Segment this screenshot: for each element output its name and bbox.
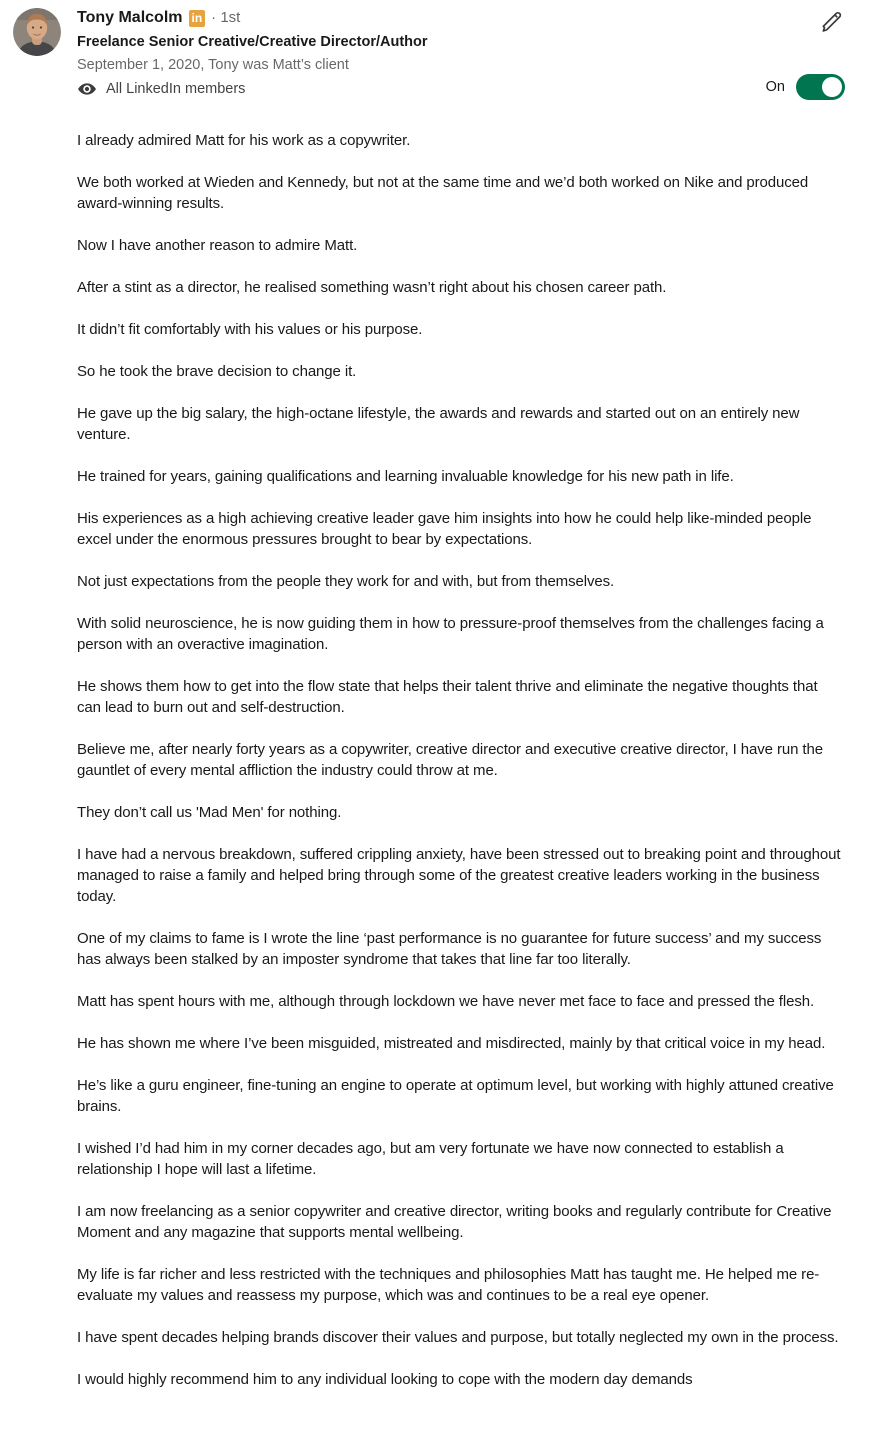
recommendation-paragraph: After a stint as a director, he realised something wasn’t right about his chosen career path. [77, 279, 667, 296]
recommendation-paragraph: He trained for years, gaining qualifications and learning invaluable knowledge for his new path in life. [77, 468, 734, 485]
edit-button[interactable] [818, 8, 844, 34]
recommendation-paragraph: Now I have another reason to admire Matt. [77, 237, 358, 254]
recommendation-header [0, 0, 870, 108]
recommendation-paragraph: So he took the brave decision to change it. [77, 363, 357, 380]
recommendation-paragraph: Not just expectations from the people they work for and with, but from themselves. [77, 573, 615, 590]
recommendation-paragraph: I have spent decades helping brands discover their values and purpose, but totally neglected my own in the process. [77, 1329, 839, 1346]
recommendation-paragraph: He has shown me where I’ve been misguided, mistreated and misdirected, mainly by that critical voice in my head. [77, 1035, 826, 1052]
recommendation-paragraph: We both worked at Wieden and Kennedy, but not at the same time and we’d both worked on Nike and produced award-winning results. [77, 174, 809, 212]
visibility-toggle-row [766, 74, 845, 100]
recommendation-paragraph: I would highly recommend him to any individual looking to cope with the modern day demands [77, 1371, 693, 1388]
name-row [77, 8, 750, 28]
recommendation-paragraph: He gave up the big salary, the high-octane lifestyle, the awards and rewards and started out on an entirely new venture. [77, 405, 800, 443]
toggle-state-label: On [765, 79, 785, 95]
recommendation-paragraph: I have had a nervous breakdown, suffered crippling anxiety, have been stressed out to breaking point and throughout managed to raise a family and helped bring through some of the greatest creative leaders working in the business today. [77, 846, 841, 905]
toggle-knob [822, 77, 842, 97]
visibility-label: All LinkedIn members [106, 81, 246, 97]
linkedin-premium-badge-icon: in [189, 10, 206, 27]
recommendation-paragraph: Matt has spent hours with me, although through lockdown we have never met face to face and pressed the flesh. [77, 993, 815, 1010]
connection-degree: · 1st [211, 9, 241, 26]
recommendation-paragraph: With solid neuroscience, he is now guiding them in how to pressure-proof themselves from the challenges facing a person with an overactive imagination. [77, 615, 824, 653]
recommendation-paragraph: He shows them how to get into the flow state that helps their talent thrive and eliminate the negative thoughts that can lead to burn out and self-destruction. [77, 678, 818, 716]
recommendation-paragraph: Believe me, after nearly forty years as a copywriter, creative director and executive creative director, I have run the gauntlet of every mental affliction the industry could throw at me. [77, 741, 823, 779]
recommendation-paragraph: It didn’t fit comfortably with his values or his purpose. [77, 321, 423, 338]
recommendation-paragraph: I wished I’d had him in my corner decades ago, but am very fortunate we have now connected to establish a relationship I hope will last a lifetime. [77, 1140, 784, 1178]
recommendation-paragraph: I am now freelancing as a senior copywriter and creative director, writing books and regularly contribute for Creative Moment and any magazine that supports mental wellbeing. [77, 1203, 832, 1241]
pencil-icon [819, 9, 843, 33]
eye-icon [77, 79, 97, 99]
recommendation-paragraph: One of my claims to fame is I wrote the line ‘past performance is no guarantee for future success’ and my success has always been stalked by an imposter syndrome that takes that line far too literally. [77, 930, 822, 968]
recommendation-paragraph: My life is far richer and less restricted with the techniques and philosophies Matt has taught me. He helped me re-evaluate my values and reassess my purpose, which was and continues to be a real eye opener. [77, 1266, 820, 1304]
avatar-photo [13, 8, 61, 56]
recommender-headline: Freelance Senior Creative/Creative Director/Author [77, 34, 428, 50]
recommendation-paragraph: They don’t call us 'Mad Men' for nothing. [77, 804, 342, 821]
avatar[interactable] [13, 8, 61, 56]
visibility-row [77, 79, 750, 99]
recommendation-paragraph: His experiences as a high achieving creative leader gave him insights into how he could help like-minded people excel under the enormous pressures brought to bear by expectations. [77, 510, 812, 548]
recommendation-paragraph: I already admired Matt for his work as a copywriter. [77, 132, 411, 149]
recommendation-date-relationship: September 1, 2020, Tony was Matt’s client [77, 57, 349, 73]
recommendation-paragraph: He’s like a guru engineer, fine-tuning an engine to operate at optimum level, but working with highly attuned creative brains. [77, 1077, 834, 1115]
visibility-toggle[interactable] [796, 74, 845, 100]
recommendation-text [0, 108, 870, 1390]
recommender-name[interactable]: Tony Malcolm [77, 9, 183, 26]
header-info [77, 8, 870, 99]
